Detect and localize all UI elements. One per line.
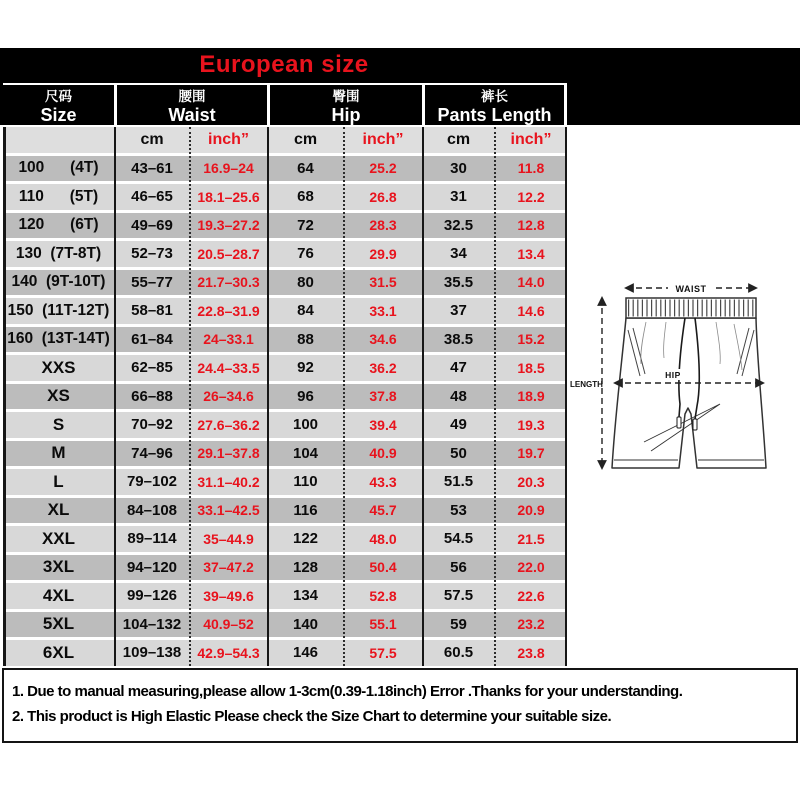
size-cell: XS bbox=[3, 384, 114, 410]
value-cell: 14.6 bbox=[495, 298, 567, 324]
value-cell: 54.5 bbox=[422, 526, 495, 552]
value-cell: 43.3 bbox=[344, 469, 422, 495]
drawstring-tip-right bbox=[693, 419, 697, 430]
value-cell: 27.6–36.2 bbox=[190, 412, 267, 438]
value-cell: 12.2 bbox=[495, 184, 567, 210]
value-cell: 38.5 bbox=[422, 327, 495, 353]
value-cell: 19.7 bbox=[495, 441, 567, 467]
value-cell: 22.8–31.9 bbox=[190, 298, 267, 324]
table-border-left bbox=[3, 127, 6, 666]
value-cell: 37.8 bbox=[344, 384, 422, 410]
value-cell: 18.1–25.6 bbox=[190, 184, 267, 210]
value-cell: 60.5 bbox=[422, 640, 495, 666]
value-cell: 116 bbox=[267, 498, 344, 524]
value-cell: 34 bbox=[422, 241, 495, 267]
waistband bbox=[626, 298, 756, 318]
size-cell: 140 (9T-10T) bbox=[3, 270, 114, 296]
value-cell: 13.4 bbox=[495, 241, 567, 267]
divider-size-waist bbox=[114, 127, 117, 666]
header-pants-length-zh: 裤长 bbox=[481, 88, 508, 104]
value-cell: 37 bbox=[422, 298, 495, 324]
value-cell: 64 bbox=[267, 156, 344, 182]
value-cell: 28.3 bbox=[344, 213, 422, 239]
size-cell: 160 (13T-14T) bbox=[3, 327, 114, 353]
size-cell: 150 (11T-12T) bbox=[3, 298, 114, 324]
value-cell: 49 bbox=[422, 412, 495, 438]
value-cell: 20.9 bbox=[495, 498, 567, 524]
note-line-1: 1. Due to manual measuring,please allow 1-3cm(0.39-1.18inch) Error .Thanks for your understanding. bbox=[12, 683, 683, 700]
value-cell: 110 bbox=[267, 469, 344, 495]
value-cell: 128 bbox=[267, 555, 344, 581]
table-row bbox=[3, 583, 567, 609]
value-cell: 84–108 bbox=[114, 498, 190, 524]
size-cell: 4XL bbox=[3, 583, 114, 609]
header-hip-en: Hip bbox=[331, 104, 361, 125]
table-row bbox=[3, 355, 567, 381]
value-cell: 40.9 bbox=[344, 441, 422, 467]
unit-inch-label: inch” bbox=[344, 127, 422, 153]
value-cell: 26.8 bbox=[344, 184, 422, 210]
value-cell: 55.1 bbox=[344, 612, 422, 638]
value-cell: 50 bbox=[422, 441, 495, 467]
value-cell: 48.0 bbox=[344, 526, 422, 552]
table-row bbox=[3, 640, 567, 666]
value-cell: 122 bbox=[267, 526, 344, 552]
value-cell: 18.9 bbox=[495, 384, 567, 410]
table-row bbox=[3, 184, 567, 210]
units-row bbox=[3, 127, 567, 153]
value-cell: 62–85 bbox=[114, 355, 190, 381]
unit-cm-label: cm bbox=[422, 127, 495, 153]
table-row bbox=[3, 241, 567, 267]
header-size-zh: 尺码 bbox=[45, 88, 72, 104]
value-cell: 146 bbox=[267, 640, 344, 666]
table-border-right bbox=[565, 127, 568, 666]
header-pants-length-en: Pants Length bbox=[437, 104, 552, 125]
length-label: LENGTH bbox=[570, 380, 603, 389]
size-cell: 3XL bbox=[3, 555, 114, 581]
table-row bbox=[3, 156, 567, 182]
table-row bbox=[3, 327, 567, 353]
value-cell: 57.5 bbox=[344, 640, 422, 666]
header-pants-length bbox=[422, 85, 567, 127]
value-cell: 104–132 bbox=[114, 612, 190, 638]
size-cell: 100 (4T) bbox=[3, 156, 114, 182]
dotted-divider-hip bbox=[343, 127, 345, 666]
chart-title: European size bbox=[199, 51, 369, 78]
waist-label: WAIST bbox=[675, 284, 707, 294]
table-row bbox=[3, 612, 567, 638]
value-cell: 33.1–42.5 bbox=[190, 498, 267, 524]
value-cell: 22.0 bbox=[495, 555, 567, 581]
divider-hip-length bbox=[422, 127, 425, 666]
size-cell: 130 (7T-8T) bbox=[3, 241, 114, 267]
value-cell: 104 bbox=[267, 441, 344, 467]
size-rows bbox=[3, 156, 567, 666]
value-cell: 134 bbox=[267, 583, 344, 609]
value-cell: 99–126 bbox=[114, 583, 190, 609]
value-cell: 50.4 bbox=[344, 555, 422, 581]
value-cell: 34.6 bbox=[344, 327, 422, 353]
value-cell: 74–96 bbox=[114, 441, 190, 467]
value-cell: 42.9–54.3 bbox=[190, 640, 267, 666]
table-row bbox=[3, 498, 567, 524]
value-cell: 24.4–33.5 bbox=[190, 355, 267, 381]
dotted-divider-waist bbox=[189, 127, 191, 666]
value-cell: 89–114 bbox=[114, 526, 190, 552]
value-cell: 16.9–24 bbox=[190, 156, 267, 182]
table-row bbox=[3, 441, 567, 467]
value-cell: 24–33.1 bbox=[190, 327, 267, 353]
size-table bbox=[3, 127, 567, 669]
value-cell: 51.5 bbox=[422, 469, 495, 495]
value-cell: 31 bbox=[422, 184, 495, 210]
header-waist-zh: 腰围 bbox=[178, 88, 206, 104]
value-cell: 66–88 bbox=[114, 384, 190, 410]
value-cell: 53 bbox=[422, 498, 495, 524]
value-cell: 23.8 bbox=[495, 640, 567, 666]
size-cell: 5XL bbox=[3, 612, 114, 638]
dotted-divider-length bbox=[494, 127, 496, 666]
value-cell: 19.3–27.2 bbox=[190, 213, 267, 239]
value-cell: 45.7 bbox=[344, 498, 422, 524]
table-row bbox=[3, 213, 567, 239]
drawstring-tip-left bbox=[677, 417, 681, 428]
hip-label: HIP bbox=[665, 370, 681, 380]
size-cell: L bbox=[3, 469, 114, 495]
value-cell: 39.4 bbox=[344, 412, 422, 438]
value-cell: 35–44.9 bbox=[190, 526, 267, 552]
value-cell: 31.1–40.2 bbox=[190, 469, 267, 495]
value-cell: 49–69 bbox=[114, 213, 190, 239]
value-cell: 72 bbox=[267, 213, 344, 239]
size-cell: M bbox=[3, 441, 114, 467]
shorts-outline bbox=[612, 318, 766, 468]
header-size bbox=[3, 85, 114, 127]
value-cell: 80 bbox=[267, 270, 344, 296]
note-line-2: 2. This product is High Elastic Please check the Size Chart to determine your suitable size. bbox=[12, 708, 612, 725]
value-cell: 76 bbox=[267, 241, 344, 267]
header-size-en: Size bbox=[40, 104, 77, 125]
value-cell: 43–61 bbox=[114, 156, 190, 182]
table-row bbox=[3, 469, 567, 495]
size-cell: S bbox=[3, 412, 114, 438]
divider-waist-hip bbox=[267, 127, 270, 666]
table-row bbox=[3, 270, 567, 296]
unit-inch-label: inch” bbox=[495, 127, 567, 153]
value-cell: 21.5 bbox=[495, 526, 567, 552]
value-cell: 109–138 bbox=[114, 640, 190, 666]
value-cell: 20.5–28.7 bbox=[190, 241, 267, 267]
value-cell: 55–77 bbox=[114, 270, 190, 296]
value-cell: 15.2 bbox=[495, 327, 567, 353]
value-cell: 11.8 bbox=[495, 156, 567, 182]
value-cell: 36.2 bbox=[344, 355, 422, 381]
value-cell: 35.5 bbox=[422, 270, 495, 296]
table-row bbox=[3, 555, 567, 581]
header-waist-en: Waist bbox=[168, 104, 216, 125]
table-row bbox=[3, 412, 567, 438]
value-cell: 22.6 bbox=[495, 583, 567, 609]
value-cell: 18.5 bbox=[495, 355, 567, 381]
size-cell: XXL bbox=[3, 526, 114, 552]
value-cell: 12.8 bbox=[495, 213, 567, 239]
value-cell: 37–47.2 bbox=[190, 555, 267, 581]
size-cell: 120 (6T) bbox=[3, 213, 114, 239]
value-cell: 56 bbox=[422, 555, 495, 581]
value-cell: 48 bbox=[422, 384, 495, 410]
value-cell: 94–120 bbox=[114, 555, 190, 581]
unit-inch-label: inch” bbox=[190, 127, 267, 153]
table-row bbox=[3, 298, 567, 324]
value-cell: 84 bbox=[267, 298, 344, 324]
value-cell: 40.9–52 bbox=[190, 612, 267, 638]
value-cell: 140 bbox=[267, 612, 344, 638]
value-cell: 79–102 bbox=[114, 469, 190, 495]
value-cell: 19.3 bbox=[495, 412, 567, 438]
shorts-measurement-diagram bbox=[568, 246, 800, 496]
value-cell: 46–65 bbox=[114, 184, 190, 210]
header-hip bbox=[267, 85, 422, 127]
value-cell: 20.3 bbox=[495, 469, 567, 495]
unit-cm-label: cm bbox=[267, 127, 344, 153]
value-cell: 88 bbox=[267, 327, 344, 353]
notes-box bbox=[2, 668, 798, 743]
units-spacer-cell bbox=[3, 127, 114, 153]
value-cell: 58–81 bbox=[114, 298, 190, 324]
size-cell: 110 (5T) bbox=[3, 184, 114, 210]
value-cell: 96 bbox=[267, 384, 344, 410]
value-cell: 70–92 bbox=[114, 412, 190, 438]
value-cell: 92 bbox=[267, 355, 344, 381]
value-cell: 31.5 bbox=[344, 270, 422, 296]
size-cell: 6XL bbox=[3, 640, 114, 666]
unit-cm-label: cm bbox=[114, 127, 190, 153]
value-cell: 29.1–37.8 bbox=[190, 441, 267, 467]
value-cell: 59 bbox=[422, 612, 495, 638]
table-row bbox=[3, 526, 567, 552]
value-cell: 25.2 bbox=[344, 156, 422, 182]
header-hip-zh: 臀围 bbox=[332, 88, 360, 104]
value-cell: 21.7–30.3 bbox=[190, 270, 267, 296]
header-waist bbox=[114, 85, 267, 127]
value-cell: 52–73 bbox=[114, 241, 190, 267]
value-cell: 33.1 bbox=[344, 298, 422, 324]
value-cell: 14.0 bbox=[495, 270, 567, 296]
column-headers bbox=[3, 83, 567, 127]
value-cell: 61–84 bbox=[114, 327, 190, 353]
value-cell: 39–49.6 bbox=[190, 583, 267, 609]
value-cell: 30 bbox=[422, 156, 495, 182]
value-cell: 57.5 bbox=[422, 583, 495, 609]
value-cell: 23.2 bbox=[495, 612, 567, 638]
value-cell: 26–34.6 bbox=[190, 384, 267, 410]
value-cell: 68 bbox=[267, 184, 344, 210]
size-cell: XXS bbox=[3, 355, 114, 381]
table-row bbox=[3, 384, 567, 410]
value-cell: 52.8 bbox=[344, 583, 422, 609]
value-cell: 100 bbox=[267, 412, 344, 438]
size-cell: XL bbox=[3, 498, 114, 524]
value-cell: 47 bbox=[422, 355, 495, 381]
value-cell: 29.9 bbox=[344, 241, 422, 267]
value-cell: 32.5 bbox=[422, 213, 495, 239]
